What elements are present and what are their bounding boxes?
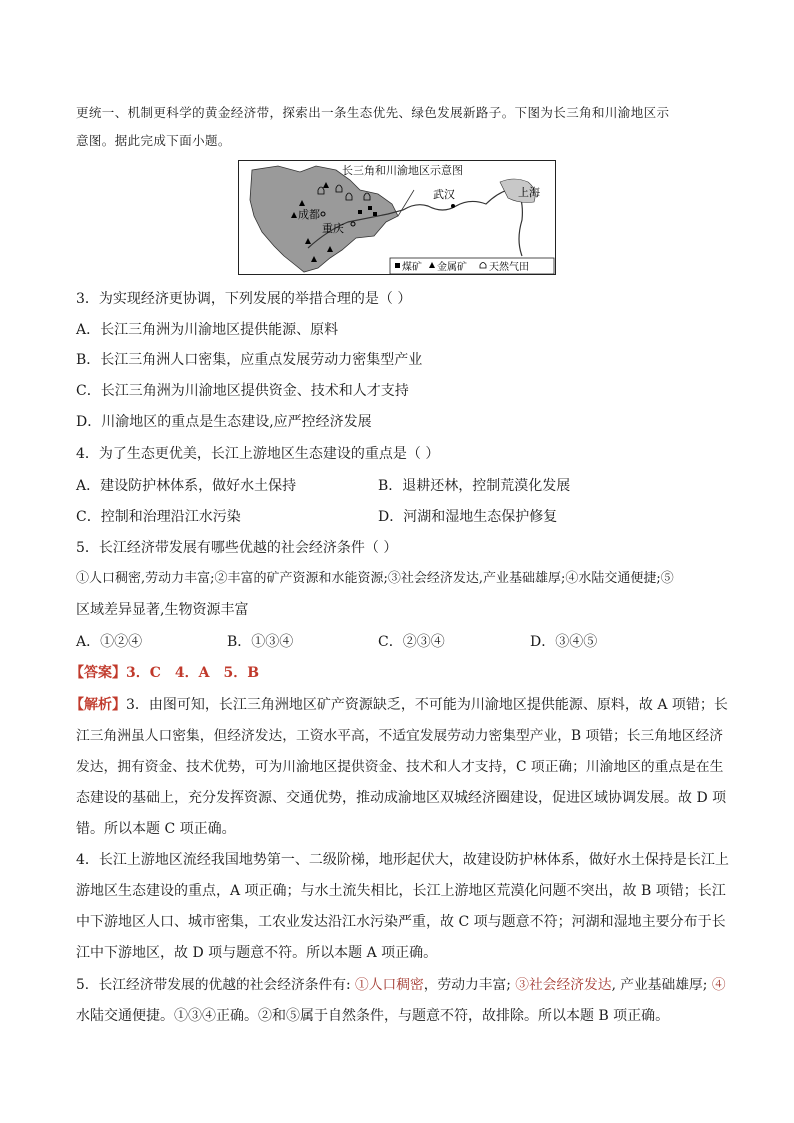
q3-option-c: C．长江三角洲为川渝地区提供资金、技术和人才支持 (76, 383, 409, 399)
analysis-q3-line-2: 江三角洲虽人口密集，但经济发达，工资水平高，不适宜发展劳动力密集型产业，B 项错；长三角地区经济 (76, 728, 723, 744)
analysis-q4-line-3: 中下游地区人口、城市密集，工农业发达沿江水污染严重，故 C 项与题意不符；河湖和湿地主要分布于长 (76, 914, 726, 930)
answer-tag: 【答案】 (70, 665, 126, 681)
label-chongqing: 重庆 (322, 222, 344, 235)
q4-option-b: B．退耕还林，控制荒漠化发展 (378, 478, 571, 494)
analysis-q3-line-4: 态建设的基础上，充分发挥资源、交通优势，推动成渝地区双城经济圈建设，促进区域协调发展。故 D 项 (76, 790, 727, 806)
legend-metal: 金属矿 (437, 262, 467, 273)
legend-gas: 天然气田 (489, 262, 529, 273)
q3-option-d: D．川渝地区的重点是生态建设,应严控经济发展 (76, 414, 372, 430)
q5-option-b: B．①③④ (227, 634, 294, 650)
q5-conditions-line-1: ①人口稠密,劳动力丰富;②丰富的矿产资源和水能资源;③社会经济发达,产业基础雄厚;④水陆交通便捷;⑤ (76, 571, 674, 586)
answer-text: 3．C 4．A 5．B (126, 665, 260, 681)
answer-line (70, 663, 259, 683)
analysis-q4-line-2: 游地区生态建设的重点，A 项正确；与水土流失相比，长江上游地区荒漠化问题不突出，故 B 项错；长江 (76, 883, 726, 899)
q5-stem: 5．长江经济带发展有哪些优越的社会经济条件（ ） (76, 540, 398, 556)
analysis-q5-highlight-1: ①人口稠密 (355, 977, 424, 993)
q5-conditions-line-2: 区域差异显著,生物资源丰富 (76, 602, 249, 618)
q4-option-a: A．建设防护林体系，做好水土保持 (76, 478, 297, 494)
q4-stem: 4．为了生态更优美，长江上游地区生态建设的重点是（ ） (76, 446, 440, 462)
map-title: 长三角和川渝地区示意图 (342, 164, 463, 177)
label-chengdu: 成都 (298, 208, 320, 221)
analysis-q5-mid-1: ，劳动力丰富; (423, 977, 516, 993)
q4-option-d: D．河湖和湿地生态保护修复 (378, 509, 558, 525)
analysis-q3-line-5: 错。所以本题 C 项正确。 (76, 821, 236, 837)
q3-stem: 3．为实现经济更协调，下列发展的举措合理的是（ ） (76, 291, 412, 307)
analysis-q5-line-1 (76, 975, 726, 995)
analysis-q3-line-1: 3．由图可知，长江三角洲地区矿产资源缺乏，不可能为川渝地区提供能源、原料，故 A 项错；长 (126, 697, 728, 713)
label-wuhan: 武汉 (433, 188, 455, 201)
analysis-q3-line-3: 发达，拥有资金、技术优势，可为川渝地区提供资金、技术和人才支持，C 项正确；川渝地区的重点是在生 (76, 759, 724, 775)
q3-option-a: A．长江三角洲为川渝地区提供能源、原料 (76, 322, 339, 338)
legend-coal: 煤矿 (402, 262, 422, 273)
analysis-q5-prefix: 5．长江经济带发展的优越的社会经济条件有: (76, 977, 356, 993)
q3-option-b: B．长江三角洲人口密集，应重点发展劳动力密集型产业 (76, 352, 423, 368)
label-shanghai: 上海 (518, 186, 540, 199)
q5-option-d: D．③④⑤ (530, 634, 598, 650)
analysis-q5-highlight-3: ④ (711, 977, 726, 993)
q5-option-c: C．②③④ (378, 634, 445, 650)
analysis-line-1 (70, 695, 728, 715)
analysis-tag: 【解析】 (70, 697, 126, 713)
intro-line-1: 更统一、机制更科学的黄金经济带，探索出一条生态优先、绿色发展新路子。下图为长三角和川渝地区示 (76, 105, 670, 120)
analysis-q5-highlight-2: ③社会经济发达 (515, 977, 612, 993)
analysis-q4-line-4: 江中下游地区，故 D 项与题意不符。所以本题 A 项正确。 (76, 945, 438, 961)
analysis-q5-line-2: 水陆交通便捷。①③④正确。②和⑤属于自然条件，与题意不符，故排除。所以本题 B 项正确。 (76, 1008, 670, 1024)
region-map (238, 160, 556, 275)
q5-option-a: A．①②④ (76, 634, 143, 650)
analysis-q4-line-1: 4．长江上游地区流经我国地势第一、二级阶梯，地形起伏大，故建设防护林体系，做好水土保持是长江上 (76, 852, 729, 868)
q4-option-c: C．控制和治理沿江水污染 (76, 509, 241, 525)
analysis-q5-mid-2: , 产业基础雄厚; (611, 977, 712, 993)
intro-line-2: 意图。据此完成下面小题。 (76, 133, 231, 148)
